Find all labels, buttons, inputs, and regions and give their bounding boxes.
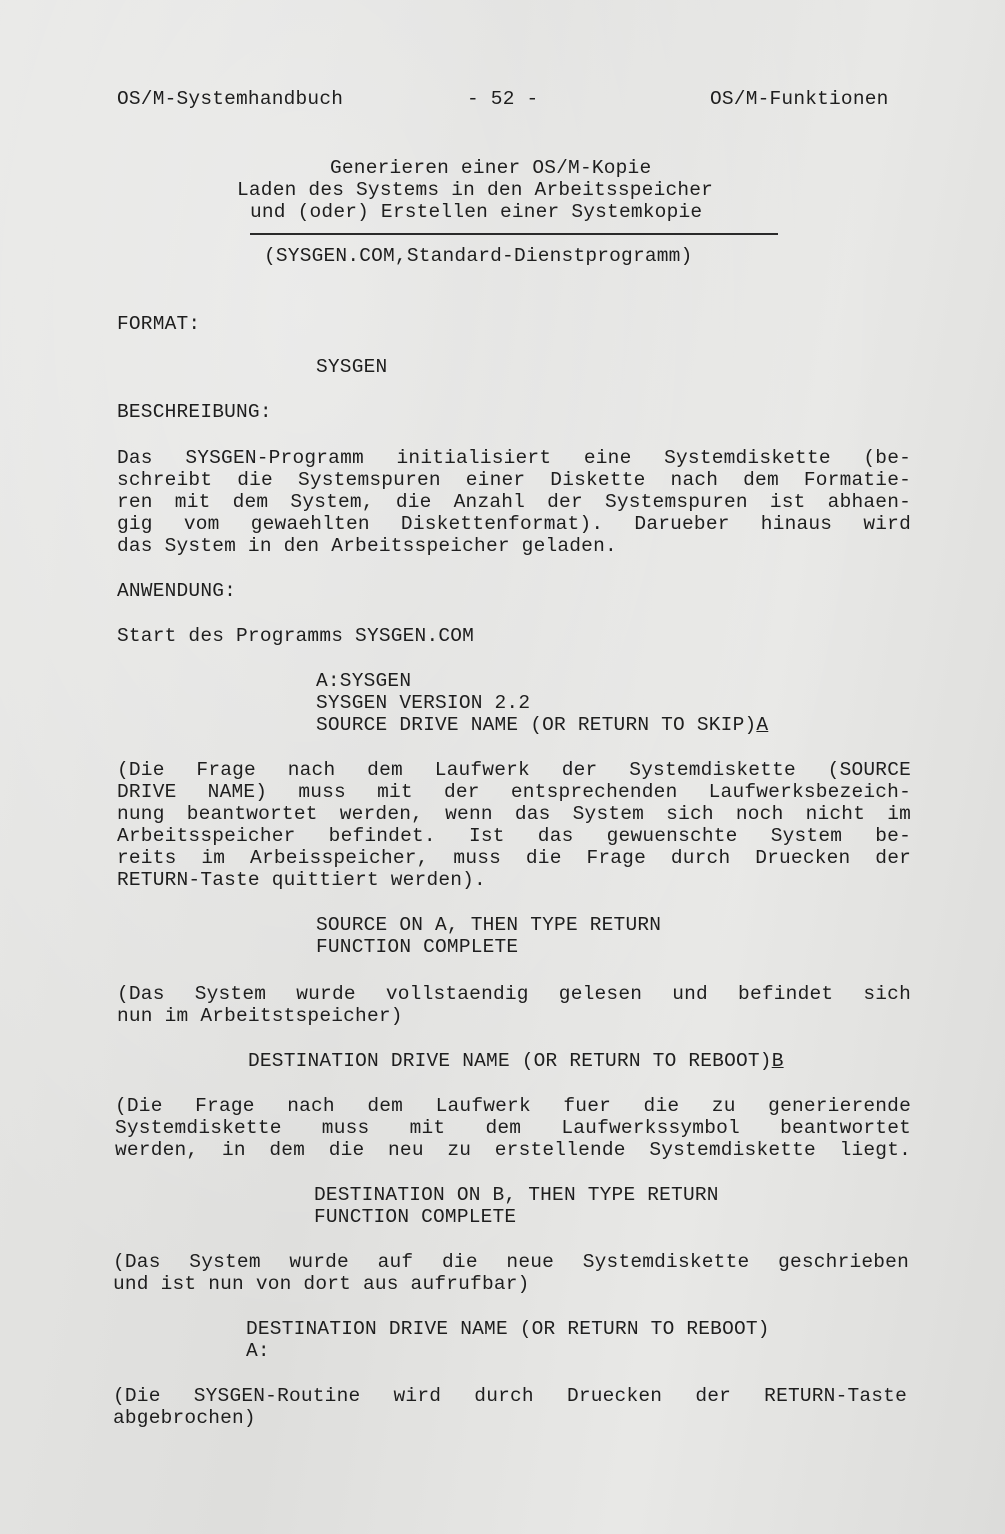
page-number: - 52 -: [467, 88, 539, 110]
format-label: FORMAT:: [117, 313, 201, 335]
description-line-5: das System in den Arbeitsspeicher geladen.: [117, 535, 617, 557]
title-line-2: Laden des Systems in den Arbeitsspeicher: [237, 179, 714, 201]
note-1-line-4: Arbeitsspeicher befindet. Ist das gewuenschte System be-: [117, 825, 911, 847]
description-line-1: Das SYSGEN-Programm initialisiert eine Systemdiskette (be-: [117, 447, 911, 469]
usage-start: Start des Programms SYSGEN.COM: [117, 625, 475, 647]
description-label: BESCHREIBUNG:: [117, 401, 272, 423]
console-3: [248, 1050, 784, 1072]
console-2-line-1: SOURCE ON A, THEN TYPE RETURN: [316, 914, 662, 936]
note-2-line-2: nun im Arbeitstspeicher): [117, 1005, 403, 1027]
note-4-line-2: und ist nun von dort aus aufrufbar): [113, 1273, 530, 1295]
console-5-line-1: DESTINATION DRIVE NAME (OR RETURN TO REBOOT): [246, 1318, 770, 1340]
description-line-3: ren mit dem System, die Anzahl der Systemspuren ist abhaen-: [117, 491, 911, 513]
console-1-input: A: [756, 714, 769, 736]
title-rule: [250, 233, 778, 235]
description-line-4: gig vom gewaehlten Diskettenformat). Darueber hinaus wird: [117, 513, 911, 535]
console-3-prompt: DESTINATION DRIVE NAME (OR RETURN TO REBOOT): [248, 1050, 772, 1072]
title-line-1: Generieren einer OS/M-Kopie: [330, 157, 652, 179]
note-2-line-1: (Das System wurde vollstaendig gelesen und befindet sich: [117, 983, 911, 1005]
console-4-line-1: DESTINATION ON B, THEN TYPE RETURN: [314, 1184, 719, 1206]
note-1-line-1: (Die Frage nach dem Laufwerk der Systemdiskette (SOURCE: [117, 759, 911, 781]
note-1-line-3: nung beantwortet werden, wenn das System sich noch nicht im: [117, 803, 911, 825]
note-3-line-3: werden, in dem die neu zu erstellende Systemdiskette liegt.: [115, 1139, 911, 1161]
console-4-line-2: FUNCTION COMPLETE: [314, 1206, 517, 1228]
note-4-line-1: (Das System wurde auf die neue Systemdiskette geschrieben: [113, 1251, 909, 1273]
header-right: OS/M-Funktionen: [710, 88, 889, 110]
console-2-line-2: FUNCTION COMPLETE: [316, 936, 519, 958]
note-5-line-2: abgebrochen): [113, 1407, 256, 1429]
note-1-line-2: DRIVE NAME) muss mit der entsprechenden Laufwerksbezeich-: [117, 781, 911, 803]
description-line-2: schreibt die Systemspuren einer Diskette nach dem Formatie-: [117, 469, 911, 491]
usage-label: ANWENDUNG:: [117, 580, 237, 602]
console-1-line-2: SYSGEN VERSION 2.2: [316, 692, 531, 714]
note-3-line-2: Systemdiskette muss mit dem Laufwerkssymbol beantwortet: [115, 1117, 911, 1139]
format-command: SYSGEN: [316, 356, 388, 378]
header-left: OS/M-Systemhandbuch: [117, 88, 344, 110]
note-1-line-5: reits im Arbeisspeicher, muss die Frage durch Druecken der: [117, 847, 911, 869]
title-subtitle: (SYSGEN.COM,Standard-Dienstprogramm): [264, 245, 693, 267]
console-3-input: B: [771, 1050, 784, 1072]
note-3-line-1: (Die Frage nach dem Laufwerk fuer die zu generierende: [115, 1095, 911, 1117]
console-5-line-2: A:: [246, 1340, 270, 1362]
note-1-line-6: RETURN-Taste quittiert werden).: [117, 869, 486, 891]
console-1-line-1: A:SYSGEN: [316, 670, 412, 692]
title-line-3: und (oder) Erstellen einer Systemkopie: [250, 201, 703, 223]
console-1-prompt: SOURCE DRIVE NAME (OR RETURN TO SKIP): [316, 714, 757, 736]
console-1-line-3: [316, 714, 768, 736]
note-5-line-1: (Die SYSGEN-Routine wird durch Druecken der RETURN-Taste: [113, 1385, 907, 1407]
